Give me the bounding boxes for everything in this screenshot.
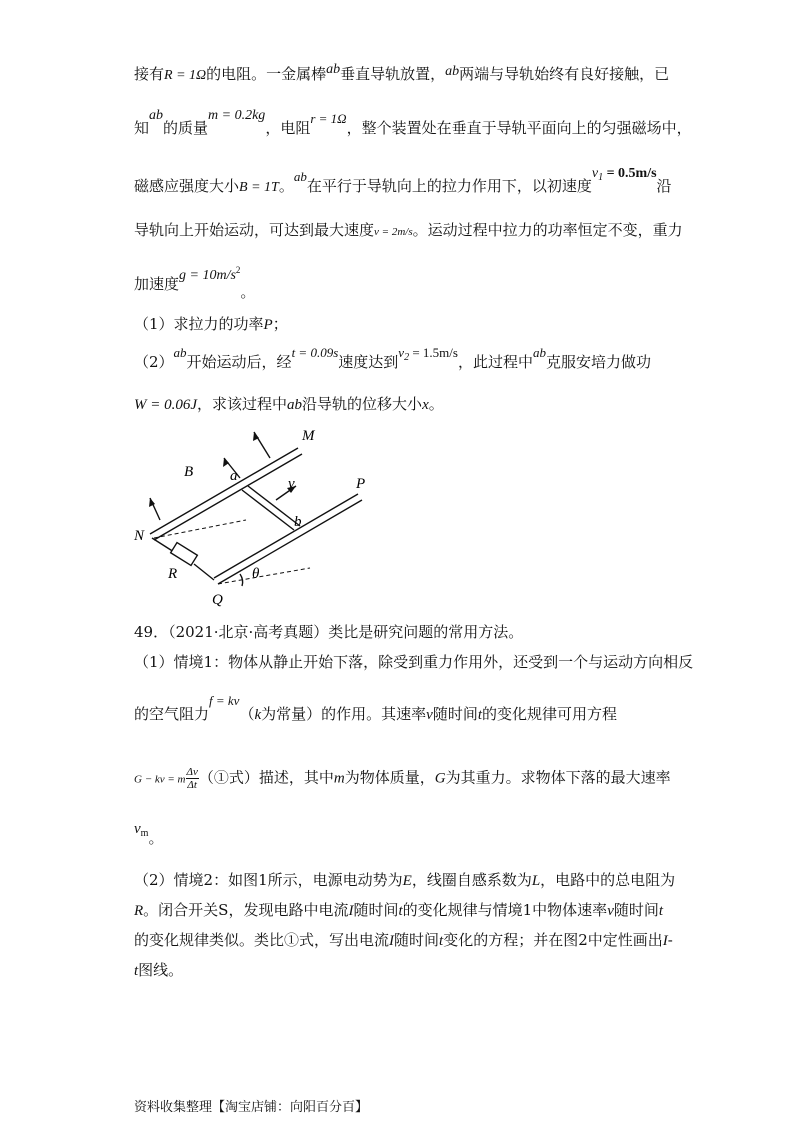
situation-1-line-2: 的空气阻力f = kv（k为常量）的作用。其速率v随时间t的变化规律可用方程 [134, 693, 618, 723]
rails-figure [120, 418, 390, 608]
label-b-field: B [184, 464, 194, 480]
label-a: a [230, 468, 238, 484]
page-footer: 资料收集整理【淘宝店铺：向阳百分百】 [134, 1100, 369, 1115]
situation-2-line-3: 的变化规律类似。类比①式，写出电流I随时间t变化的方程；并在图2中定性画出I- [134, 931, 673, 949]
label-m: M [302, 428, 315, 444]
label-r: R [168, 566, 178, 582]
situation-1-line-3: G − kv = m $\frac{\Delta v}{\Delta t}$ （①式）描述，其中m为物体质量，G为其重力。求物体下落的最大速率 [134, 766, 671, 791]
situation-2-line-4: t图线。 [134, 961, 184, 979]
text-line-4: 导轨向上开始运动，可达到最大速度v = 2m/s。运动过程中拉力的功率恒定不变，重力 [134, 221, 683, 239]
label-b: b [294, 514, 302, 530]
label-theta: θ [252, 566, 260, 582]
text-line-3: 磁感应强度大小B = 1T。ab在平行于导轨向上的拉力作用下，以初速度$v_1 = 0.5m/s$沿 [134, 166, 672, 195]
label-v: v [288, 476, 295, 492]
text-line-2: 知ab的质量m = 0.2kg，电阻r = 1Ω，整个装置处在垂直于导轨平面向上的匀强磁场中， [134, 108, 692, 137]
text-line-5: 加速度$g = 10m/s^2$。 [134, 265, 256, 301]
situation-2-line-2: R。闭合开关S，发现电路中电流I随时间t的变化规律与情境1中物体速率v随时间t [134, 901, 664, 919]
text-line-1: 接有R = 1Ω的电阻。一金属棒ab垂直导轨放置，ab两端与导轨始终有良好接触，已 [134, 62, 670, 83]
problem-49-heading: 49．（2021·北京·高考真题）类比是研究问题的常用方法。 [134, 623, 524, 641]
situation-1-line-1: （1）情境1：物体从静止开始下落，除受到重力作用外，还受到一个与运动方向相反 [134, 653, 694, 671]
label-n: N [134, 528, 145, 544]
question-2-line-1: （2）ab开始运动后，经t = 0.09s速度达到$v_2 = 1.5m/s$，此过程中ab克服安培力做功 [134, 345, 651, 371]
question-2-line-2: W = 0.06J，求该过程中ab沿导轨的位移大小x。 [134, 395, 444, 413]
situation-2-line-1: （2）情境2：如图1所示，电源电动势为E，线圈自感系数为L，电路中的总电阻为 [134, 871, 676, 889]
label-q: Q [212, 592, 223, 608]
situation-1-line-4: $v_m$。 [134, 821, 164, 847]
question-1: （1）求拉力的功率P； [134, 315, 288, 333]
label-p: P [356, 476, 366, 492]
